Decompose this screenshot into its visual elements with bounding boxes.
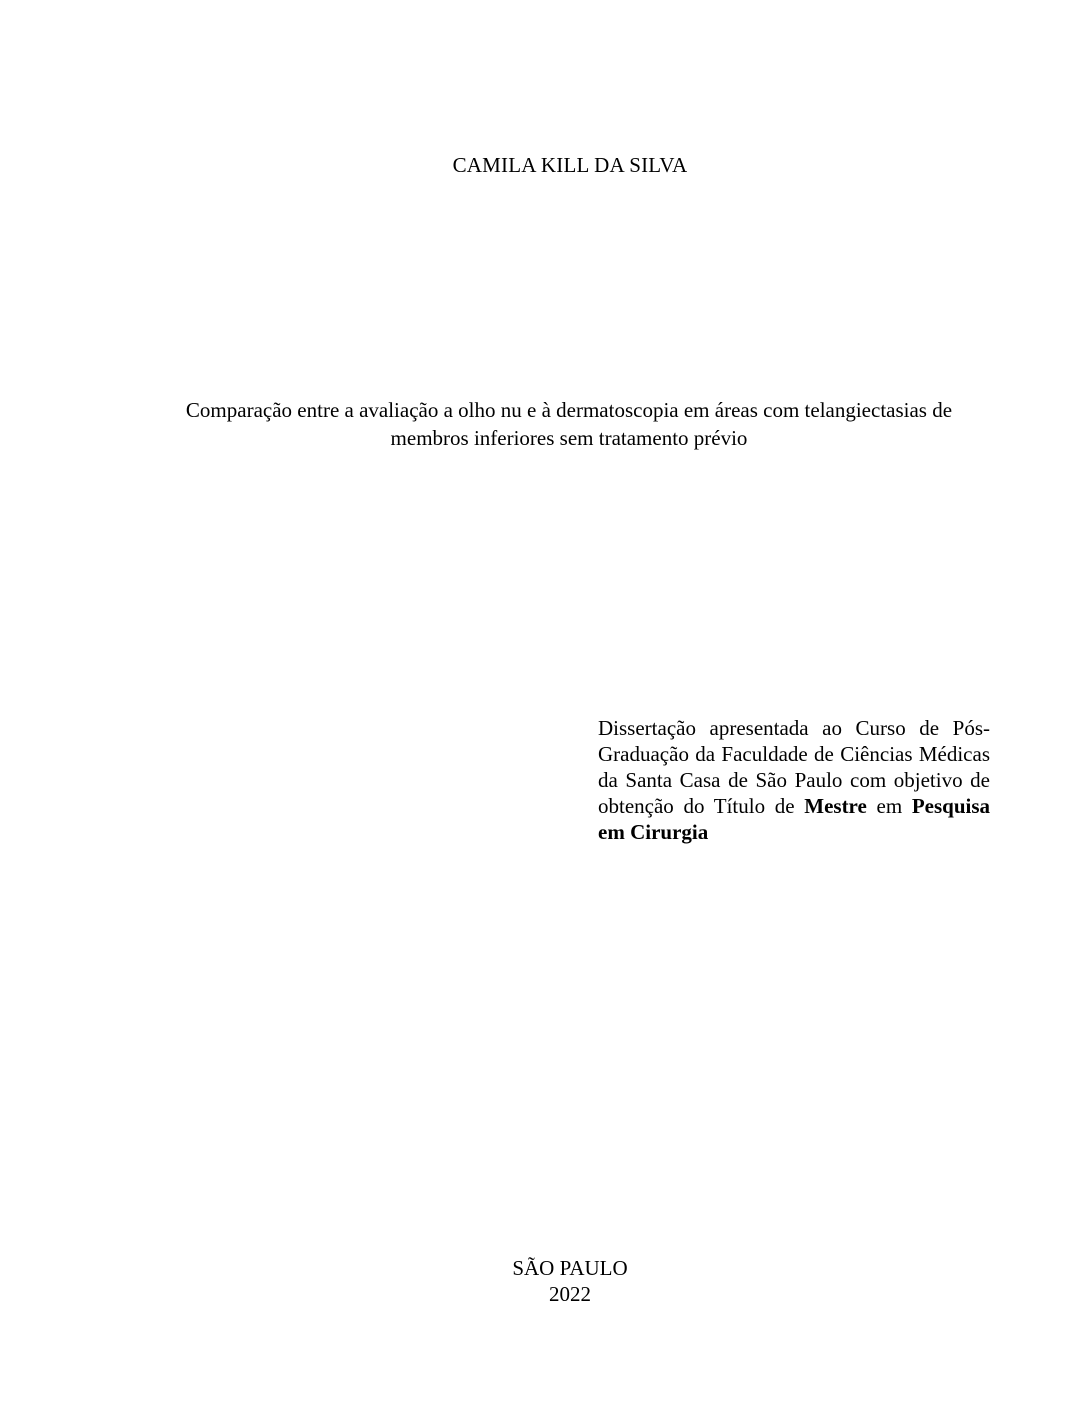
- program-name: Pesquisa em Cirurgia: [598, 794, 991, 844]
- statement-text: Dissertação apresentada ao Curso de Pós-Graduação da Faculdade de Ciências Médicas da Santa Casa de São Paulo com objetivo de obtenção do Título de: [598, 716, 990, 818]
- city-year-block: [0, 1255, 1088, 1307]
- statement-connector: em: [866, 794, 912, 818]
- year: 2022: [549, 1282, 591, 1306]
- title-line-2: membros inferiores sem tratamento prévio: [390, 426, 748, 450]
- author-name: CAMILA KILL DA SILVA: [452, 153, 688, 177]
- dissertation-statement: [598, 715, 990, 845]
- city: SÃO PAULO: [512, 1256, 628, 1280]
- dissertation-title: [150, 396, 988, 452]
- degree-name: Mestre: [804, 794, 867, 818]
- title-line-1: Comparação entre a avaliação a olho nu e à dermatoscopia em áreas com telangiectasias de: [185, 398, 953, 422]
